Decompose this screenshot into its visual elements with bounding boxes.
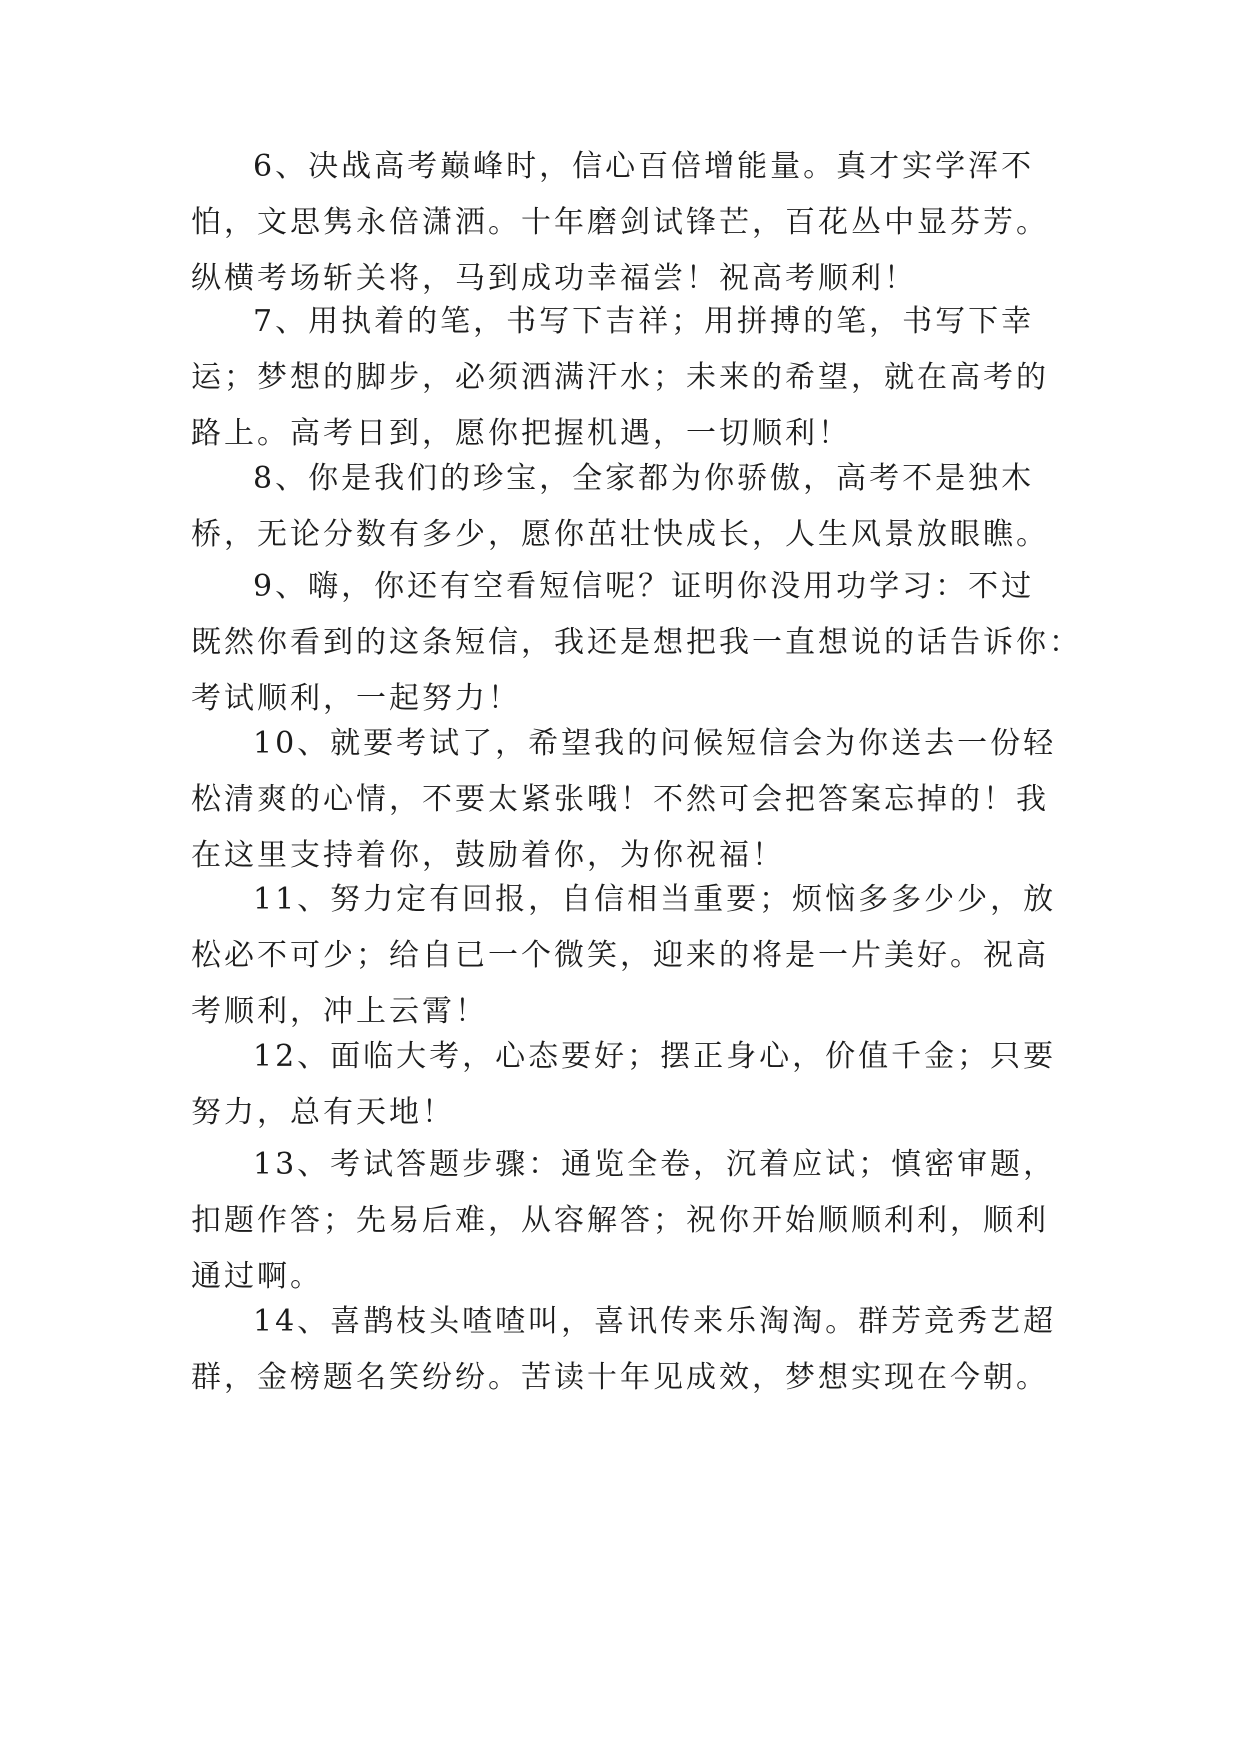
paragraph-line: 7、用执着的笔，书写下吉祥；用拼搏的笔，书写下幸 bbox=[253, 304, 1035, 339]
paragraph-line: 通过啊。 bbox=[191, 1259, 323, 1294]
paragraph-line: 松必不可少；给自已一个微笑，迎来的将是一片美好。祝高 bbox=[191, 938, 1049, 973]
paragraph-line: 既然你看到的这条短信，我还是想把我一直想说的话告诉你： bbox=[191, 625, 1082, 660]
paragraph-line: 考试顺利，一起努力！ bbox=[191, 681, 521, 716]
paragraph-line: 努力，总有天地！ bbox=[191, 1095, 455, 1130]
paragraph-line: 松清爽的心情，不要太紧张哦！不然可会把答案忘掉的！我 bbox=[191, 782, 1049, 817]
paragraph-line: 11、努力定有回报，自信相当重要；烦恼多多少少，放 bbox=[253, 882, 1057, 917]
paragraph-line: 在这里支持着你，鼓励着你，为你祝福！ bbox=[191, 838, 785, 873]
paragraph-line: 考顺利，冲上云霄！ bbox=[191, 994, 488, 1029]
paragraph-line: 12、面临大考，心态要好；摆正身心，价值千金；只要 bbox=[253, 1039, 1057, 1074]
paragraph-line: 扣题作答；先易后难，从容解答；祝你开始顺顺利利，顺利 bbox=[191, 1203, 1049, 1238]
paragraph-line: 14、喜鹊枝头喳喳叫，喜讯传来乐淘淘。群芳竞秀艺超 bbox=[253, 1304, 1057, 1339]
paragraph-line: 纵横考场斩关将，马到成功幸福尝！祝高考顺利！ bbox=[191, 261, 917, 296]
paragraph-line: 路上。高考日到，愿你把握机遇，一切顺利！ bbox=[191, 416, 851, 451]
paragraph-line: 13、考试答题步骤：通览全卷，沉着应试；慎密审题， bbox=[253, 1147, 1057, 1182]
paragraph-line: 群，金榜题名笑纷纷。苦读十年见成效，梦想实现在今朝。 bbox=[191, 1360, 1049, 1395]
paragraph-line: 6、决战高考巅峰时，信心百倍增能量。真才实学浑不 bbox=[253, 149, 1035, 184]
paragraph-line: 运；梦想的脚步，必须洒满汗水；未来的希望，就在高考的 bbox=[191, 360, 1049, 395]
paragraph-line: 怕，文思隽永倍潇洒。十年磨剑试锋芒，百花丛中显芬芳。 bbox=[191, 205, 1049, 240]
paragraph-line: 10、就要考试了，希望我的问候短信会为你送去一份轻 bbox=[253, 726, 1057, 761]
paragraph-line: 8、你是我们的珍宝，全家都为你骄傲，高考不是独木 bbox=[253, 461, 1035, 496]
paragraph-line: 9、嗨，你还有空看短信呢？证明你没用功学习：不过 bbox=[253, 569, 1035, 604]
paragraph-line: 桥，无论分数有多少，愿你茁壮快成长，人生风景放眼瞧。 bbox=[191, 517, 1049, 552]
